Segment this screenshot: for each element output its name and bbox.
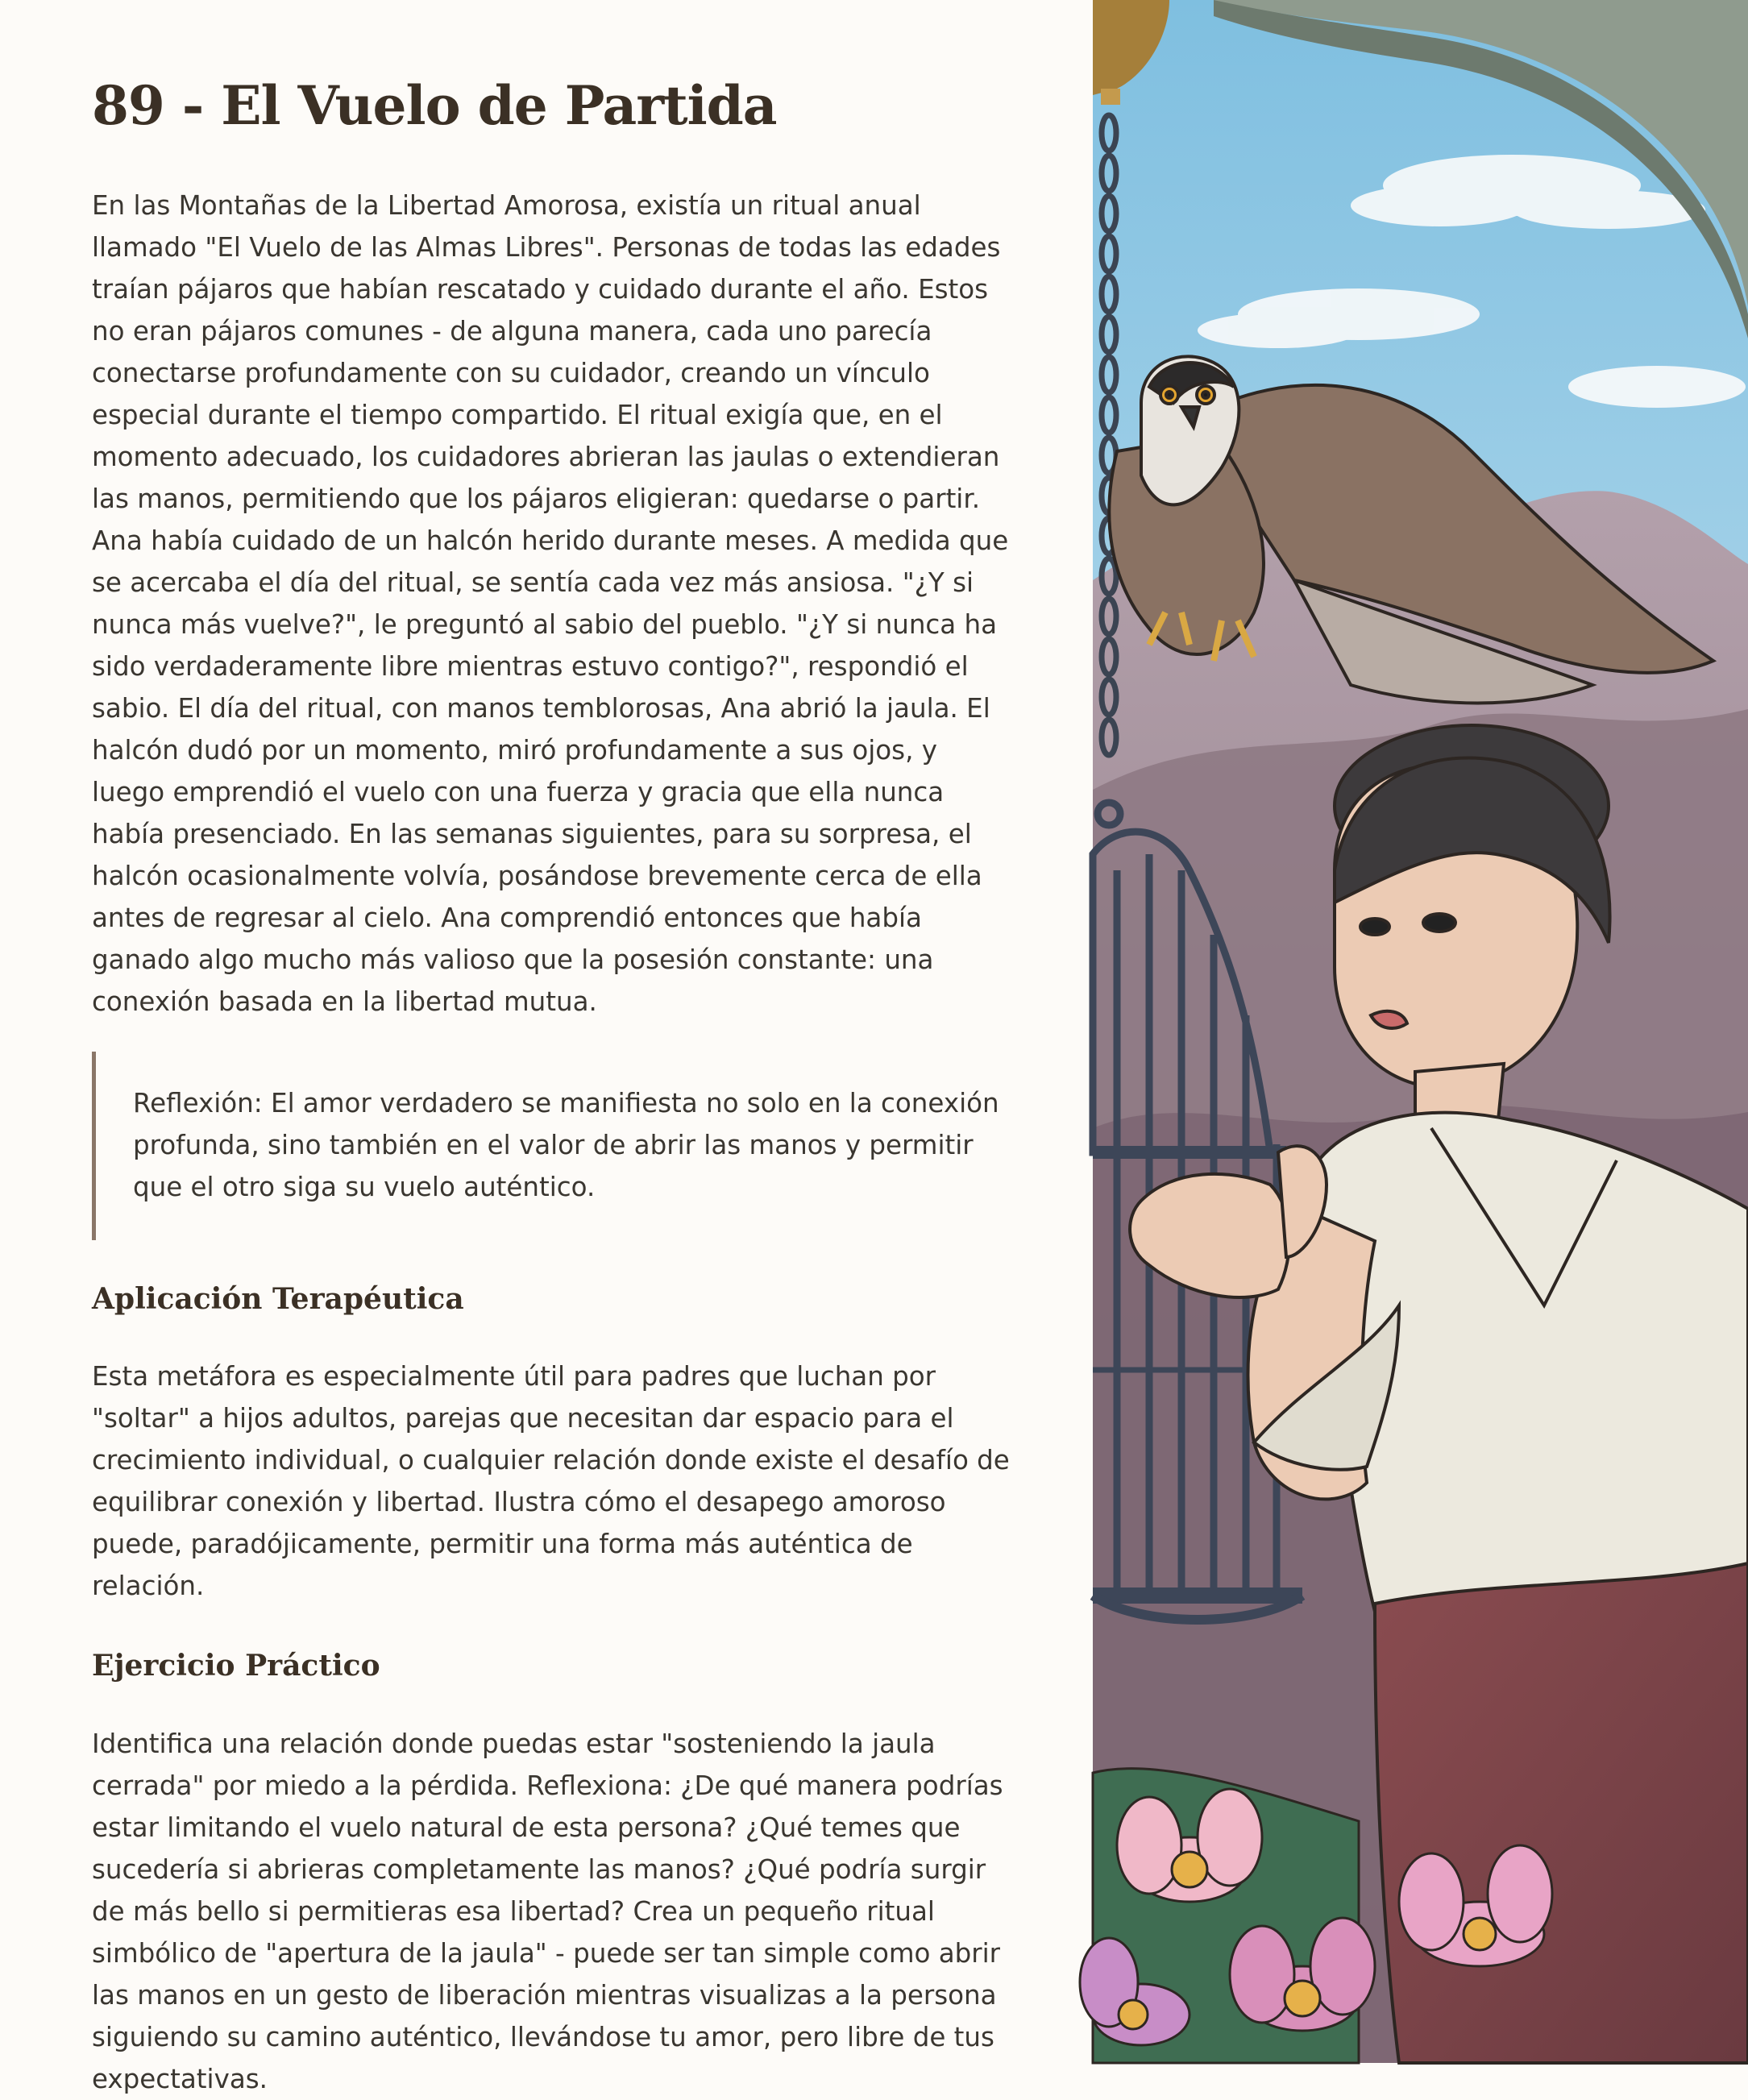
illustration (1093, 0, 1748, 2063)
section-heading-therapeutic: Aplicación Terapéutica (92, 1282, 464, 1317)
story-paragraph: En las Montañas de la Libertad Amorosa, existía un ritual anual llamado "El Vuelo de las Almas Libres". Personas de todas las edades traían pájaros que habían rescatado y cuidado durante el año. Estos no eran pájaros comunes - de alguna manera, cada uno parecía conectarse profundamente con su cuidador, creando un vínculo especial durante el tiempo compartido. El ritual exigía que, en el momento adecuado, los cuidadores abrieran las jaulas o extendieran las manos, permitiendo que los pájaros eligieran: quedarse o partir. Ana había cuidado de un halcón herido durante meses. A medida que se acercaba el día del ritual, se sentía cada vez más ansiosa. "¿Y si nunca más vuelve?", le preguntó al sabio del pueblo. "¿Y si nunca ha sido verdaderamente libre mientras estuvo contigo?", respondió el sabio. El día del ritual, con manos temblorosas, Ana abrió la jaula. El halcón dudó por un momento, miró profundamente a sus ojos, y luego emprendió el vuelo con una fuerza y gracia que ella nunca había presenciado. En las semanas siguientes, para su sorpresa, el halcón ocasionalmente volvía, posándose brevemente cerca de ella antes de regresar al cielo. Ana comprendió entonces que había ganado algo mucho más valioso que la posesión constante: una conexión basada en la libertad mutua. (92, 190, 1009, 1018)
reflection-quote: Reflexión: El amor verdadero se manifiesta no solo en la conexión profunda, sino también en el valor de abrir las manos y permitir que el otro siga su vuelo auténtico. (92, 1052, 1012, 1240)
section-text-exercise: Identifica una relación donde puedas estar "sosteniendo la jaula cerrada" por miedo a la pérdida. Reflexiona: ¿De qué manera podrías estar limitando el vuelo natural de esta persona? ¿Qué temes que sucedería si abrieras completamente las manos? ¿Qué podría surgir de más bello si permitieras esa libertad? Crea un pequeño ritual simbólico de "apertura de la jaula" - puede ser tan simple como abrir las manos en un gesto de liberación mientras visualizas a la persona siguiendo su camino auténtico, llevándose tu amor, pero libre de tus expectativas. (92, 1728, 1003, 2094)
section-heading-exercise: Ejercicio Práctico (92, 1649, 380, 1683)
section-text-therapeutic: Esta metáfora es especialmente útil para padres que luchan por "soltar" a hijos adultos, parejas que necesitan dar espacio para el crecimiento individual, o cualquier relación donde existe el desafío de equilibrar conexión y libertad. Ilustra cómo el desapego amoroso puede, paradójicamente, permitir una forma más auténtica de relación. (92, 1361, 1010, 1602)
page-title: 89 - El Vuelo de Partida (92, 74, 777, 137)
